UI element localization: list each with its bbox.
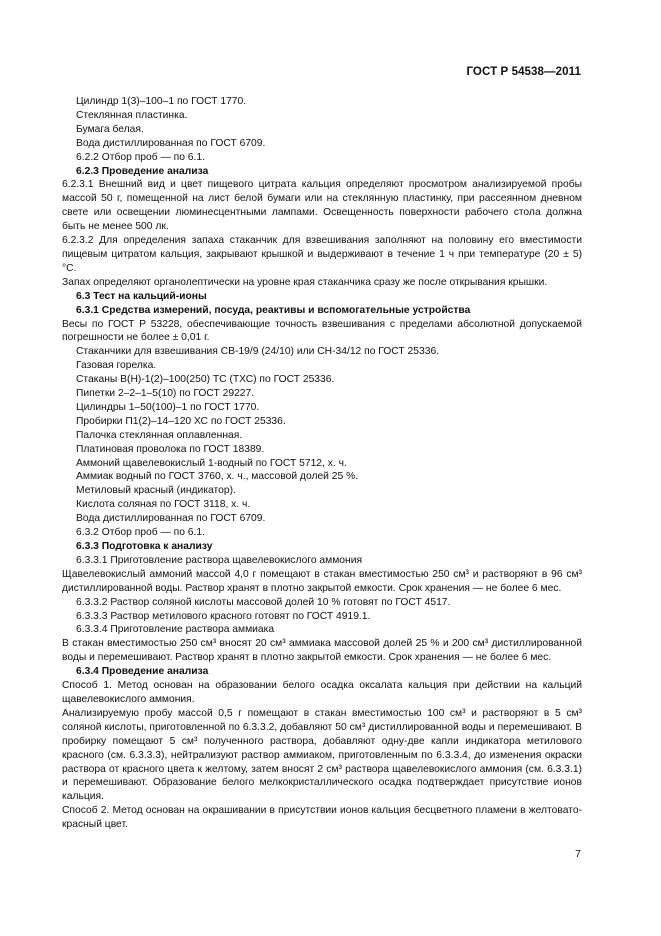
paragraph: Анализируемую пробу массой 0,5 г помещают в стакан вместимостью 100 см³ и растворяют в 5 см³ соляной кислоты, приготовленной по 6.3.3.2, добавляют 50 см³ дистиллированной воды и перемешивают. В пробирку помещают 5 см³ полученного раствора, добавляют одну-две капли индикатора метилового красного (см. 6.3.3.3), нейтрализуют раствор аммиаком, приготовленным по 6.3.3.4, до изменения окраски раствора от красного цвета к желтому, затем вносят 2 см³ раствора щавелевокислого аммония (см. 6.3.3.1) и перемешивают. Образование белого мелкокристаллического осадка подтверждает присутствие ионов кальция. xyxy=(62,707,582,803)
text-line: Цилиндр 1(3)–100–1 по ГОСТ 1770. xyxy=(76,96,247,107)
paragraph: В стакан вместимостью 250 см³ вносят 20 см³ аммиака массовой долей 25 % и 200 см³ дистиллированной воды и перемешивают. Раствор хранят в плотно закрытой емкости. Срок хранения — не более 6 мес. xyxy=(62,638,582,664)
section-heading: 6.3 Тест на кальций-ионы xyxy=(76,290,207,302)
text-line: Стаканы В(Н)-1(2)–100(250) ТС (ТХС) по ГОСТ 25336. xyxy=(76,374,335,386)
section-heading: 6.2.3 Проведение анализа xyxy=(76,165,209,177)
section-heading: 6.3.3 Подготовка к анализу xyxy=(76,541,213,552)
document-body xyxy=(62,95,582,832)
text-line: Бумага белая. xyxy=(76,123,144,135)
text-line: 6.3.3.2 Раствор соляной кислоты массовой долей 10 % готовят по ГОСТ 4517. xyxy=(76,596,451,608)
text-line: 6.3.3.3 Раствор метилового красного готовят по ГОСТ 4919.1. xyxy=(76,610,371,622)
text-line: Вода дистиллированная по ГОСТ 6709. xyxy=(76,513,266,525)
text-line: Палочка стеклянная оплавленная. xyxy=(76,429,243,441)
paragraph: Способ 2. Метод основан на окрашивании в присутствии ионов кальция бесцветного пламени в желтовато-красный цвет. xyxy=(62,805,582,831)
text-line: Кислота соляная по ГОСТ 3118, х. ч. xyxy=(76,499,251,511)
paragraph: Весы по ГОСТ Р 53228, обеспечивающие точность взвешивания с пределами абсолютной допускаемой погрешности не более ± 0,01 г. xyxy=(62,318,582,344)
text-line: Цилиндры 1–50(100)–1 по ГОСТ 1770. xyxy=(76,401,260,413)
text-line: Аммиак водный по ГОСТ 3760, х. ч., массовой долей 25 %. xyxy=(76,471,359,483)
paragraph: 6.2.3.2 Для определения запаха стаканчик для взвешивания заполняют на половину его вместимости пищевым цитратом кальция, закрывают крышкой и выдерживают в течение 1 ч при температуре (20 ± 5) °С. xyxy=(62,235,582,274)
text-line: 6.3.3.4 Приготовление раствора аммиака xyxy=(76,624,275,636)
section-heading: 6.3.4 Проведение анализа xyxy=(76,666,209,678)
text-line: 6.2.2 Отбор проб — по 6.1. xyxy=(76,151,205,163)
text-line: 6.3.2 Отбор проб — по 6.1. xyxy=(76,527,205,539)
text-line: Платиновая проволока по ГОСТ 18389. xyxy=(76,443,265,455)
text-line: Стеклянная пластинка. xyxy=(76,109,188,121)
text-line: Метиловый красный (индикатор). xyxy=(76,485,236,497)
paragraph: Запах определяют органолептически на уровне края стаканчика сразу же после открывания крышки. xyxy=(62,276,548,288)
text-line: Пипетки 2–2–1–5(10) по ГОСТ 29227. xyxy=(76,388,255,400)
paragraph: Способ 1. Метод основан на образовании белого осадка оксалата кальция при действии на кальций щавелевокислого аммония. xyxy=(62,680,582,705)
text-line: Вода дистиллированная по ГОСТ 6709. xyxy=(76,137,266,149)
text-line: 6.3.3.1 Приготовление раствора щавелевокислого аммония xyxy=(76,554,363,566)
paragraph: 6.2.3.1 Внешний вид и цвет пищевого цитрата кальция определяют просмотром анализируемой пробы массой 50 г, помещенной на лист белой бумаги или на стеклянную пластинку, при рассеянном дневном свете или освещении люминесцентными лампами. Освещенность поверхности рабочего стола должна быть не менее 500 лк. xyxy=(62,179,582,233)
text-line: Стаканчики для взвешивания СВ-19/9 (24/10) или СН-34/12 по ГОСТ 25336. xyxy=(76,346,440,358)
page-number: 7 xyxy=(575,848,581,860)
text-line: Пробирки П1(2)–14–120 ХС по ГОСТ 25336. xyxy=(76,415,286,427)
doc-header-code: ГОСТ Р 54538—2011 xyxy=(466,66,581,78)
paragraph: Щавелевокислый аммоний массой 4,0 г помещают в стакан вместимостью 250 см³ и растворяют в 96 см³ дистиллированной воды. Раствор хранят в плотно закрытой емкости. Срок хранения — не более 6 мес. xyxy=(62,568,582,594)
section-heading: 6.3.1 Средства измерений, посуда, реактивы и вспомогательные устройства xyxy=(76,304,471,316)
text-line: Газовая горелка. xyxy=(76,360,157,372)
text-line: Аммоний щавелевокислый 1-водный по ГОСТ 5712, х. ч. xyxy=(76,457,347,469)
